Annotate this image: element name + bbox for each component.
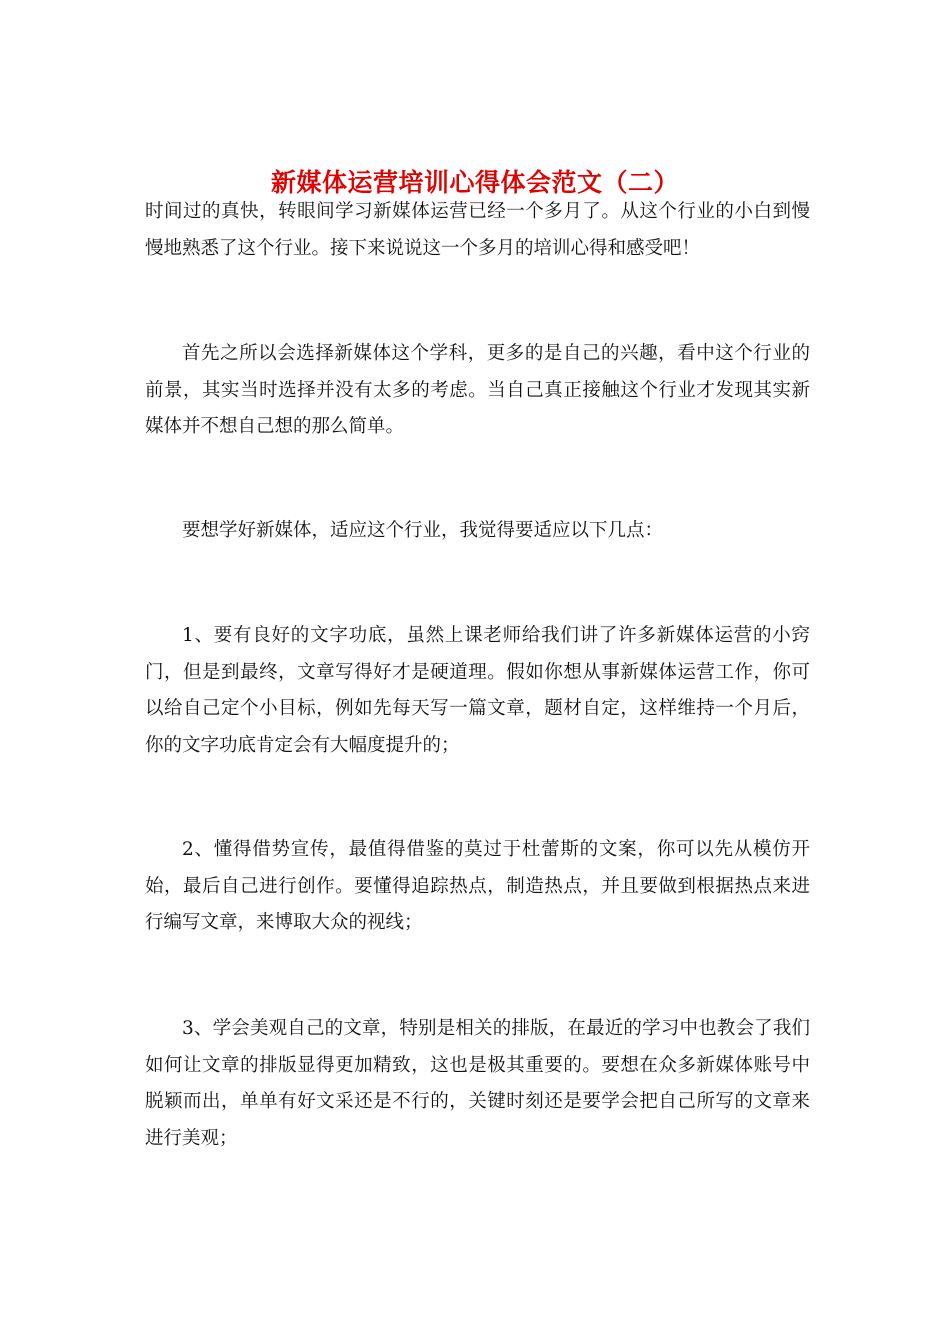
paragraph-point-3: 3、学会美观自己的文章，特别是相关的排版，在最近的学习中也教会了我们如何让文章的排版显得更加精致，这也是极其重要的。要想在众多新媒体账号中脱颖而出，单单有好文采还是不行的，关键时刻还是要学会把自己所写的文章来进行美观； (145, 1018, 810, 1149)
paragraph-point-1: 1、要有良好的文字功底，虽然上课老师给我们讲了许多新媒体运营的小窍门，但是到最终，文章写得好才是硬道理。假如你想从事新媒体运营工作，你可以给自己定个小目标，例如先每天写一篇文章，题材自定，这样维持一个月后，你的文字功底肯定会有大幅度提升的； (145, 625, 810, 756)
paragraph-reason: 首先之所以会选择新媒体这个学科，更多的是自己的兴趣，看中这个行业的前景，其实当时选择并没有太多的考虑。当自己真正接触这个行业才发现其实新媒体并不想自己想的那么简单。 (145, 343, 810, 437)
document-title: 新媒体运营培训心得体会范文（二） (270, 167, 679, 197)
paragraph-intro: 时间过的真快，转眼间学习新媒体运营已经一个多月了。从这个行业的小白到慢慢地熟悉了这个行业。接下来说说这一个多月的培训心得和感受吧！ (145, 201, 810, 259)
paragraph-point-2: 2、懂得借势宣传，最值得借鉴的莫过于杜蕾斯的文案，你可以先从模仿开始，最后自己进行创作。要懂得追踪热点，制造热点，并且要做到根据热点来进行编写文章，来博取大众的视线； (145, 839, 810, 933)
paragraph-points-intro: 要想学好新媒体，适应这个行业，我觉得要适应以下几点： (182, 520, 664, 541)
